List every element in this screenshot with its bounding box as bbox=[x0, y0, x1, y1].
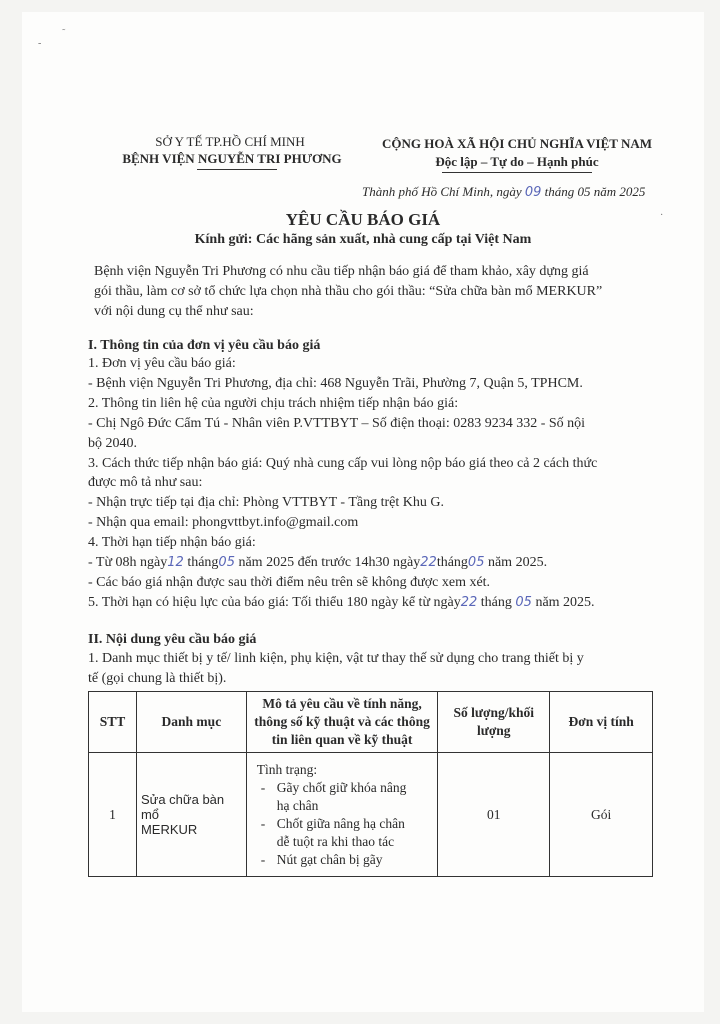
row-stt: 1 bbox=[89, 753, 137, 877]
recipient-line: Kính gửi: Các hãng sản xuất, nhà cung cấp tại Việt Nam bbox=[194, 232, 532, 247]
handwritten-day: 09 bbox=[524, 185, 542, 200]
document-page bbox=[22, 12, 704, 1012]
handwritten-start-day: 12 bbox=[167, 555, 184, 570]
header-unit: Đơn vị tính bbox=[550, 692, 653, 753]
header-stt: STT bbox=[89, 692, 137, 753]
s1-line-11: - Từ 08h ngày12 tháng05 năm 2025 đến trước 14h30 ngày22tháng05 năm 2025. bbox=[88, 555, 548, 570]
s1-line-9: - Nhận qua email: phongvttbyt.info@gmail.com bbox=[88, 515, 359, 530]
handwritten-valid-day: 22 bbox=[460, 595, 478, 610]
list-item: - Gãy chốt giữ khóa nâng hạ chân bbox=[257, 779, 434, 815]
s1-line-13: 5. Thời hạn có hiệu lực của báo giá: Tối thiểu 180 ngày kể từ ngày22 tháng 05 năm 2025. bbox=[88, 595, 595, 610]
scan-mark: · bbox=[660, 210, 664, 221]
intro-line-3: với nội dung cụ thể như sau: bbox=[94, 304, 254, 319]
s1-line-3: 2. Thông tin liên hệ của người chịu trách nhiệm tiếp nhận báo giá: bbox=[88, 396, 459, 411]
intro-line-2: gói thầu, làm cơ sở tổ chức lựa chọn nhà thầu cho gói thầu: “Sửa chữa bàn mổ MERKUR” bbox=[94, 284, 603, 299]
header-quantity: Số lượng/khối lượng bbox=[438, 692, 550, 753]
header-description: Mô tả yêu cầu về tính năng, thông số kỹ thuật và các thông tin liên quan về kỹ thuật bbox=[246, 692, 438, 753]
handwritten-end-month: 05 bbox=[467, 555, 485, 570]
motto-underline bbox=[442, 172, 592, 173]
table-row bbox=[89, 753, 653, 877]
intro-line-1: Bệnh viện Nguyễn Tri Phương có nhu cầu tiếp nhận báo giá để tham khảo, xây dựng giá bbox=[94, 264, 589, 279]
national-title: CỘNG HOÀ XÃ HỘI CHỦ NGHĨA VIỆT NAM bbox=[381, 136, 653, 151]
request-table bbox=[88, 691, 653, 877]
s2-line-1: 1. Danh mục thiết bị y tế/ linh kiện, phụ kiện, vật tư thay thế sử dụng cho trang thiết bị y bbox=[88, 651, 584, 666]
row-item: Sửa chữa bàn mổ MERKUR bbox=[136, 753, 246, 877]
issuer-department: SỞ Y TẾ TP.HỒ CHÍ MINH bbox=[155, 134, 305, 149]
document-title: YÊU CẦU BÁO GIÁ bbox=[285, 210, 441, 229]
s1-line-2: - Bệnh viện Nguyễn Tri Phương, địa chỉ: 468 Nguyễn Trãi, Phường 7, Quận 5, TPHCM. bbox=[88, 376, 583, 391]
scan-mark: ˜ bbox=[62, 28, 66, 39]
s2-line-2: tế (gọi chung là thiết bị). bbox=[88, 671, 227, 686]
s1-line-4: - Chị Ngô Đức Cẩm Tú - Nhân viên P.VTTBYT – Số điện thoại: 0283 9234 332 - Số nội bbox=[88, 416, 586, 431]
issuer-hospital: BỆNH VIỆN NGUYỄN TRI PHƯƠNG bbox=[122, 151, 342, 166]
national-motto: Độc lập – Tự do – Hạnh phúc bbox=[435, 154, 599, 169]
scan-mark: - bbox=[38, 38, 42, 49]
handwritten-end-day: 22 bbox=[420, 555, 437, 570]
issue-date: Thành phố Hồ Chí Minh, ngày 09 tháng 05 năm 2025 bbox=[362, 184, 646, 200]
handwritten-start-month: 05 bbox=[218, 555, 235, 570]
handwritten-valid-month: 05 bbox=[515, 595, 532, 610]
row-unit: Gói bbox=[550, 753, 653, 877]
row-description: Tình trạng: - Gãy chốt giữ khóa nâng hạ chân - Chốt giữa nâng hạ chân dễ tuột ra khi thao tác - Nút gạt chân bị gãy bbox=[246, 753, 438, 877]
s1-line-8: - Nhận trực tiếp tại địa chỉ: Phòng VTTBYT - Tầng trệt Khu G. bbox=[88, 495, 444, 510]
header-item: Danh mục bbox=[136, 692, 246, 753]
condition-list bbox=[257, 779, 434, 869]
s1-line-10: 4. Thời hạn tiếp nhận báo giá: bbox=[88, 535, 256, 550]
row-quantity: 01 bbox=[438, 753, 550, 877]
list-item: - Nút gạt chân bị gãy bbox=[257, 851, 434, 869]
table-header-row bbox=[89, 692, 653, 753]
s1-line-1: 1. Đơn vị yêu cầu báo giá: bbox=[88, 356, 236, 371]
issuer-underline bbox=[197, 169, 277, 170]
section-2-heading: II. Nội dung yêu cầu báo giá bbox=[88, 632, 257, 647]
s1-line-7: được mô tả như sau: bbox=[88, 475, 203, 490]
s1-line-12: - Các báo giá nhận được sau thời điểm nêu trên sẽ không được xem xét. bbox=[88, 575, 491, 590]
s1-line-6: 3. Cách thức tiếp nhận báo giá: Quý nhà cung cấp vui lòng nộp báo giá theo cả 2 cách thức bbox=[88, 456, 598, 471]
section-1-heading: I. Thông tin của đơn vị yêu cầu báo giá bbox=[88, 338, 321, 353]
s1-line-5: bộ 2040. bbox=[88, 436, 137, 451]
list-item: - Chốt giữa nâng hạ chân dễ tuột ra khi thao tác bbox=[257, 815, 434, 851]
